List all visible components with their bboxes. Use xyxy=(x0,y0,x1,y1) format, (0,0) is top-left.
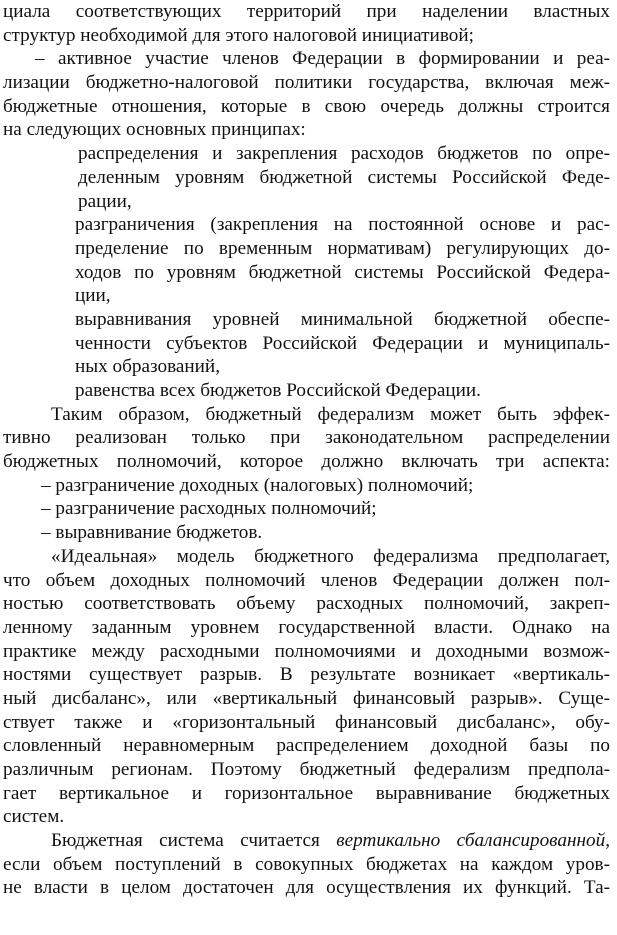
text-line: ный дисбаланс», или «вертикальный финансовый разрыв». Суще- xyxy=(3,687,610,709)
paragraph-line: если объем поступлений в совокупных бюджетах на каждом уров- xyxy=(3,853,610,875)
text-line: практике между расходными полномочиями и доходными возмож- xyxy=(3,640,610,662)
text-line: пределение по временным нормативам) регулирующих до- xyxy=(75,237,610,259)
text-line: ции, xyxy=(75,285,111,307)
final-paragraph xyxy=(3,829,610,900)
text-line: тивно реализован только при законодательном распределении xyxy=(3,427,610,449)
text-line: разграничения (закрепления на постоянной основе и рас- xyxy=(75,214,610,236)
text-line: ностью соответствовать объему расходных полномочий, закреп- xyxy=(3,593,610,615)
text-line: ходов по уровням бюджетной системы Российской Федера- xyxy=(75,261,610,283)
text-line: равенства всех бюджетов Российской Федерации. xyxy=(75,380,481,401)
text-line: что объем доходных полномочий членов Федерации должен пол- xyxy=(3,569,610,591)
text-line: распределения и закрепления расходов бюджетов по опре- xyxy=(78,143,610,165)
paragraph-line: не власти в целом достаточен для осуществления их функций. Та- xyxy=(3,877,610,899)
text-line: систем. xyxy=(3,806,65,828)
text-line: ностями существует разрыв. В результате возникает «вертикаль- xyxy=(3,664,610,686)
text-line: ных образований, xyxy=(75,356,221,378)
text-line: гает вертикальное и горизонтальное выравнивание бюджетных xyxy=(3,782,610,804)
text-line: – разграничение расходных полномочий; xyxy=(41,498,377,520)
text-body xyxy=(3,0,610,829)
text-line: различным регионам. Поэтому бюджетный федерализм предпола- xyxy=(3,759,610,780)
text-line: рации, xyxy=(78,190,132,212)
text-line: Таким образом, бюджетный федерализм может быть эффек- xyxy=(51,403,610,425)
text-line: бюджетные отношения, которые в свою очередь должны строится xyxy=(3,95,610,117)
text-line: «Идеальная» модель бюджетного федерализма предполагает, xyxy=(51,545,610,567)
text-line: ленному заданным уровнем государственной власти. Однако на xyxy=(3,616,610,638)
text-line: циала соответствующих территорий при наделении властных xyxy=(3,1,610,22)
text-run: Бюджетная система считается xyxy=(51,830,337,852)
text-line: словленный неравномерным распределением доходной базы по xyxy=(3,735,610,757)
text-line: ченности субъектов Российской Федерации и муниципаль- xyxy=(75,332,610,354)
text-line: лизации бюджетно-налоговой политики государства, включая меж- xyxy=(3,72,610,94)
text-line: деленным уровням бюджетной системы Российской Феде- xyxy=(78,166,610,188)
text-line: – выравнивание бюджетов. xyxy=(41,522,263,544)
text-line: – активное участие членов Федерации в формировании и реа- xyxy=(35,48,610,70)
text-line: бюджетных полномочий, которое должно включать три аспекта: xyxy=(3,451,610,473)
italic-term: вертикально сбалансированной xyxy=(336,830,606,852)
text-line: выравнивания уровней минимальной бюджетной обеспе- xyxy=(75,308,610,330)
text-line: ствует также и «горизонтальный финансовый дисбаланс», обу- xyxy=(3,711,610,733)
text-line: на следующих основных принципах: xyxy=(3,119,306,141)
paragraph-line xyxy=(3,829,610,853)
text-line: структур необходимой для этого налоговой инициативой; xyxy=(3,24,474,46)
text-run: , xyxy=(605,830,610,852)
text-line: – разграничение доходных (налоговых) полномочий; xyxy=(41,474,474,496)
